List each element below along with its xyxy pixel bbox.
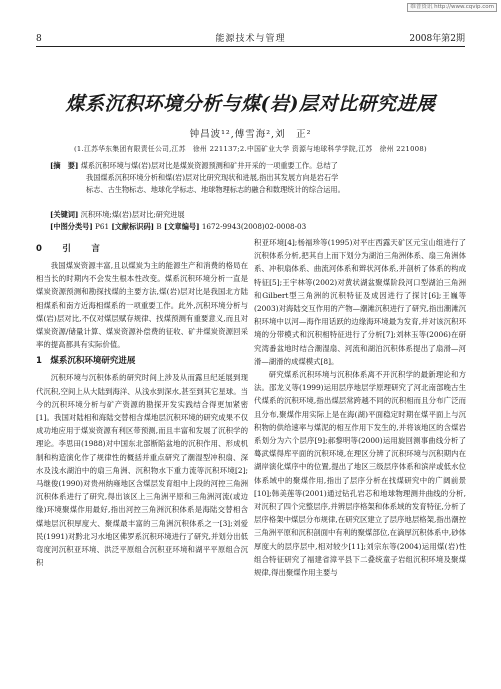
abstract-line-1: 煤系沉积环境与煤(岩)层对比是煤炭资源预测和矿井开采的一项重要工作。总结了 xyxy=(80,161,338,170)
doc-code-value: B xyxy=(156,222,162,231)
running-header xyxy=(36,33,465,47)
page-number: 8 xyxy=(36,34,42,44)
keywords-text: 沉积环境;煤(岩)层对比;研究进展 xyxy=(80,210,185,219)
continued-paragraph: 积亚环境[4];杨福珍等(1995)对平庄西露天矿区元宝山组进行了沉积体系分析,把其自上而下划分为湖泊三角洲体系、扇三角洲体系、冲积扇体系、曲流河体系和辫状河体系,并剖析了体系的构成特征[5];王宇林等(2002)对黄状湖盆聚煤阶段河口型湖泊三角洲和Gilbert型三角洲的沉积特征及成因进行了探讨[6];王巍等(2003)对海陆交互作用的产物—潮滩沉积进行了研究,指出潮滩沉积环境中以河—海作用话跃的边缘海环境最为发育,并对该沉积环境的分带模式和沉积相特征进行了分析[7];刘林玉等(2006)在研究湾番盆地时结合潮湿扇、河流和湖泊沉积体系提出了扇滑—河滑—湖滑的成煤模式[8]。 xyxy=(254,238,466,366)
article-title: 煤系沉积环境分析与煤(岩)层对比研究进展 xyxy=(65,93,436,115)
section-heading-intro: 0 引 言 xyxy=(36,244,106,254)
doc-code-label: [文献标识码] xyxy=(111,222,155,231)
abstract-line-2: 我国煤系沉积环境分析和煤(岩)层对比研究现状和进展,指出其发展方向是岩石学 xyxy=(86,172,339,182)
keywords-block xyxy=(50,209,461,221)
article-no-value: 1672-9943(2008)02-0008-03 xyxy=(201,222,307,231)
sequence-stratigraphy-paragraph: 研究煤系沉积环境与沉积体系离不开沉积学的最新理论和方法。邵龙义等(1999)运用层序地层学原理研究了河北南部晚古生代煤系的沉积环境,指出煤层常跨越不同的沉积相而且分布广泛而且分布,聚煤作用实际上是在海(湖)平面稳定时期在煤平面上与沉积物的供给速率与煤泥的相互作用下发生的,并将该地区的含煤岩系划分为六个层序[9];郝黎明等(2000)运用旋回测事曲线分析了蓦武煤得库平面的沉积环境,在理区分辨了沉积环境与沉积期内在湖岸演化煤序中的位置,提出了地区三级层序体系和滨岸或低水位体系域中的聚煤作用,指出了层序分析在找煤研究中的广阔前景[10];韩美莲等(2001)通过钻孔岩芯和地球物理测井曲线的分析,对沉积了四个完整层序,并辨层序格架和体系域的发育特征,分析了层序格架中煤层分布规律,在研究区建立了层序地层格架,指出潮控三角洲平原和沉积剖面中有利的聚煤部位,在滴厚沉积体系中,砂体厚度大的层序层中,相对较少[11];刘宗东等(2004)运用煤(岩)性组合特征研究了福建省漳平县下二叠统童子岩组沉积环境及聚煤规律,得出聚煤作用主要与 xyxy=(254,370,466,578)
keywords-label: [关键词] xyxy=(50,210,79,219)
left-column xyxy=(36,239,248,569)
article-no-label: [文章编号] xyxy=(163,222,200,231)
section1-paragraph: 沉积环境与沉积体系的研究时间上涉及从而露旦纪延展到现代沉积,空间上从大陆到海洋、从浅水到深水,甚至到其它星球。当今的沉积环境分析与矿产资源的勘探开发实践结合得更加紧密[1]。我国对陆相和海陆交替相含煤地层沉积环境的研究成果不仅成功地应用于煤炭资源有利区带预测,而且丰富和发展了沉积学的理论。李思田(1988)对中国东北部断陷盆地的沉积作用、形成机制和构造演化作了规律性的概括并重点研究了潮湿型冲积扇、深水及浅水湖泊中的扇三角洲、沉积物水下重力流等沉积环境[2];马继俊(1990)对贵州纳雍地区含煤层发育组中上段的河控三角洲沉积体系进行了研究,得出该区上三角洲平原和三角洲河流(或边缘)环境聚煤作用最好,指出河控三角洲沉积体系是海陆交替相含煤地层沉积厚度大、聚煤最丰富的三角洲沉积体系之一[3];刘爱民(1991)对黔北习水地区佛罗系沉积环境进行了研究,并划分出低弯度河沉积亚环境、洪泛平原组合沉积亚环境和湖平平原组合沉积 xyxy=(36,373,248,568)
classification-block xyxy=(50,221,461,233)
watermark: 维普资讯 http://www.cqvip.com xyxy=(407,3,497,12)
intro-paragraph: 我国煤炭资源丰富,且以煤炭为主的能源生产和消费的格局在相当长的时期内不会发生根本性改变。煤系沉积环境分析一直是煤炭资源预测和勘探找煤的主要方法,煤(岩)层对比是我国北方陆相煤系和南方近海相煤系的一项重要工作。此外,沉积环境分析与煤(岩)层对比,不仅对煤层赋存规律、找煤预测有重要意义,而且对煤炭资源/储量计算、煤炭资源补偿费的征收、矿井煤炭资源回采率的提高都具有实际价值。 xyxy=(36,261,248,350)
section-heading-1: 1 煤系沉积环境研究进展 xyxy=(36,356,136,367)
abstract-block xyxy=(50,160,461,195)
abstract-line-3: 标志、古生物标志、地球化学标志、地球物理标志的融合和数理统计的综合运用。 xyxy=(86,184,345,194)
journal-name: 能源技术与管理 xyxy=(215,34,286,44)
clc-label: [中图分类号] xyxy=(50,222,93,231)
abstract-label: [摘 要] xyxy=(50,161,79,170)
author-affiliation: (1.江苏华东集团有限责任公司,江苏 徐州 221137;2.中国矿业大学 资源与地球科学学院,江苏 徐州 221008) xyxy=(73,145,428,153)
article-authors: 钟昌波¹²,傅雪海²,刘 正² xyxy=(189,129,312,140)
issue-label: 2008年第2期 xyxy=(409,34,465,44)
right-column xyxy=(254,236,466,579)
clc-value: P61 xyxy=(95,222,110,231)
